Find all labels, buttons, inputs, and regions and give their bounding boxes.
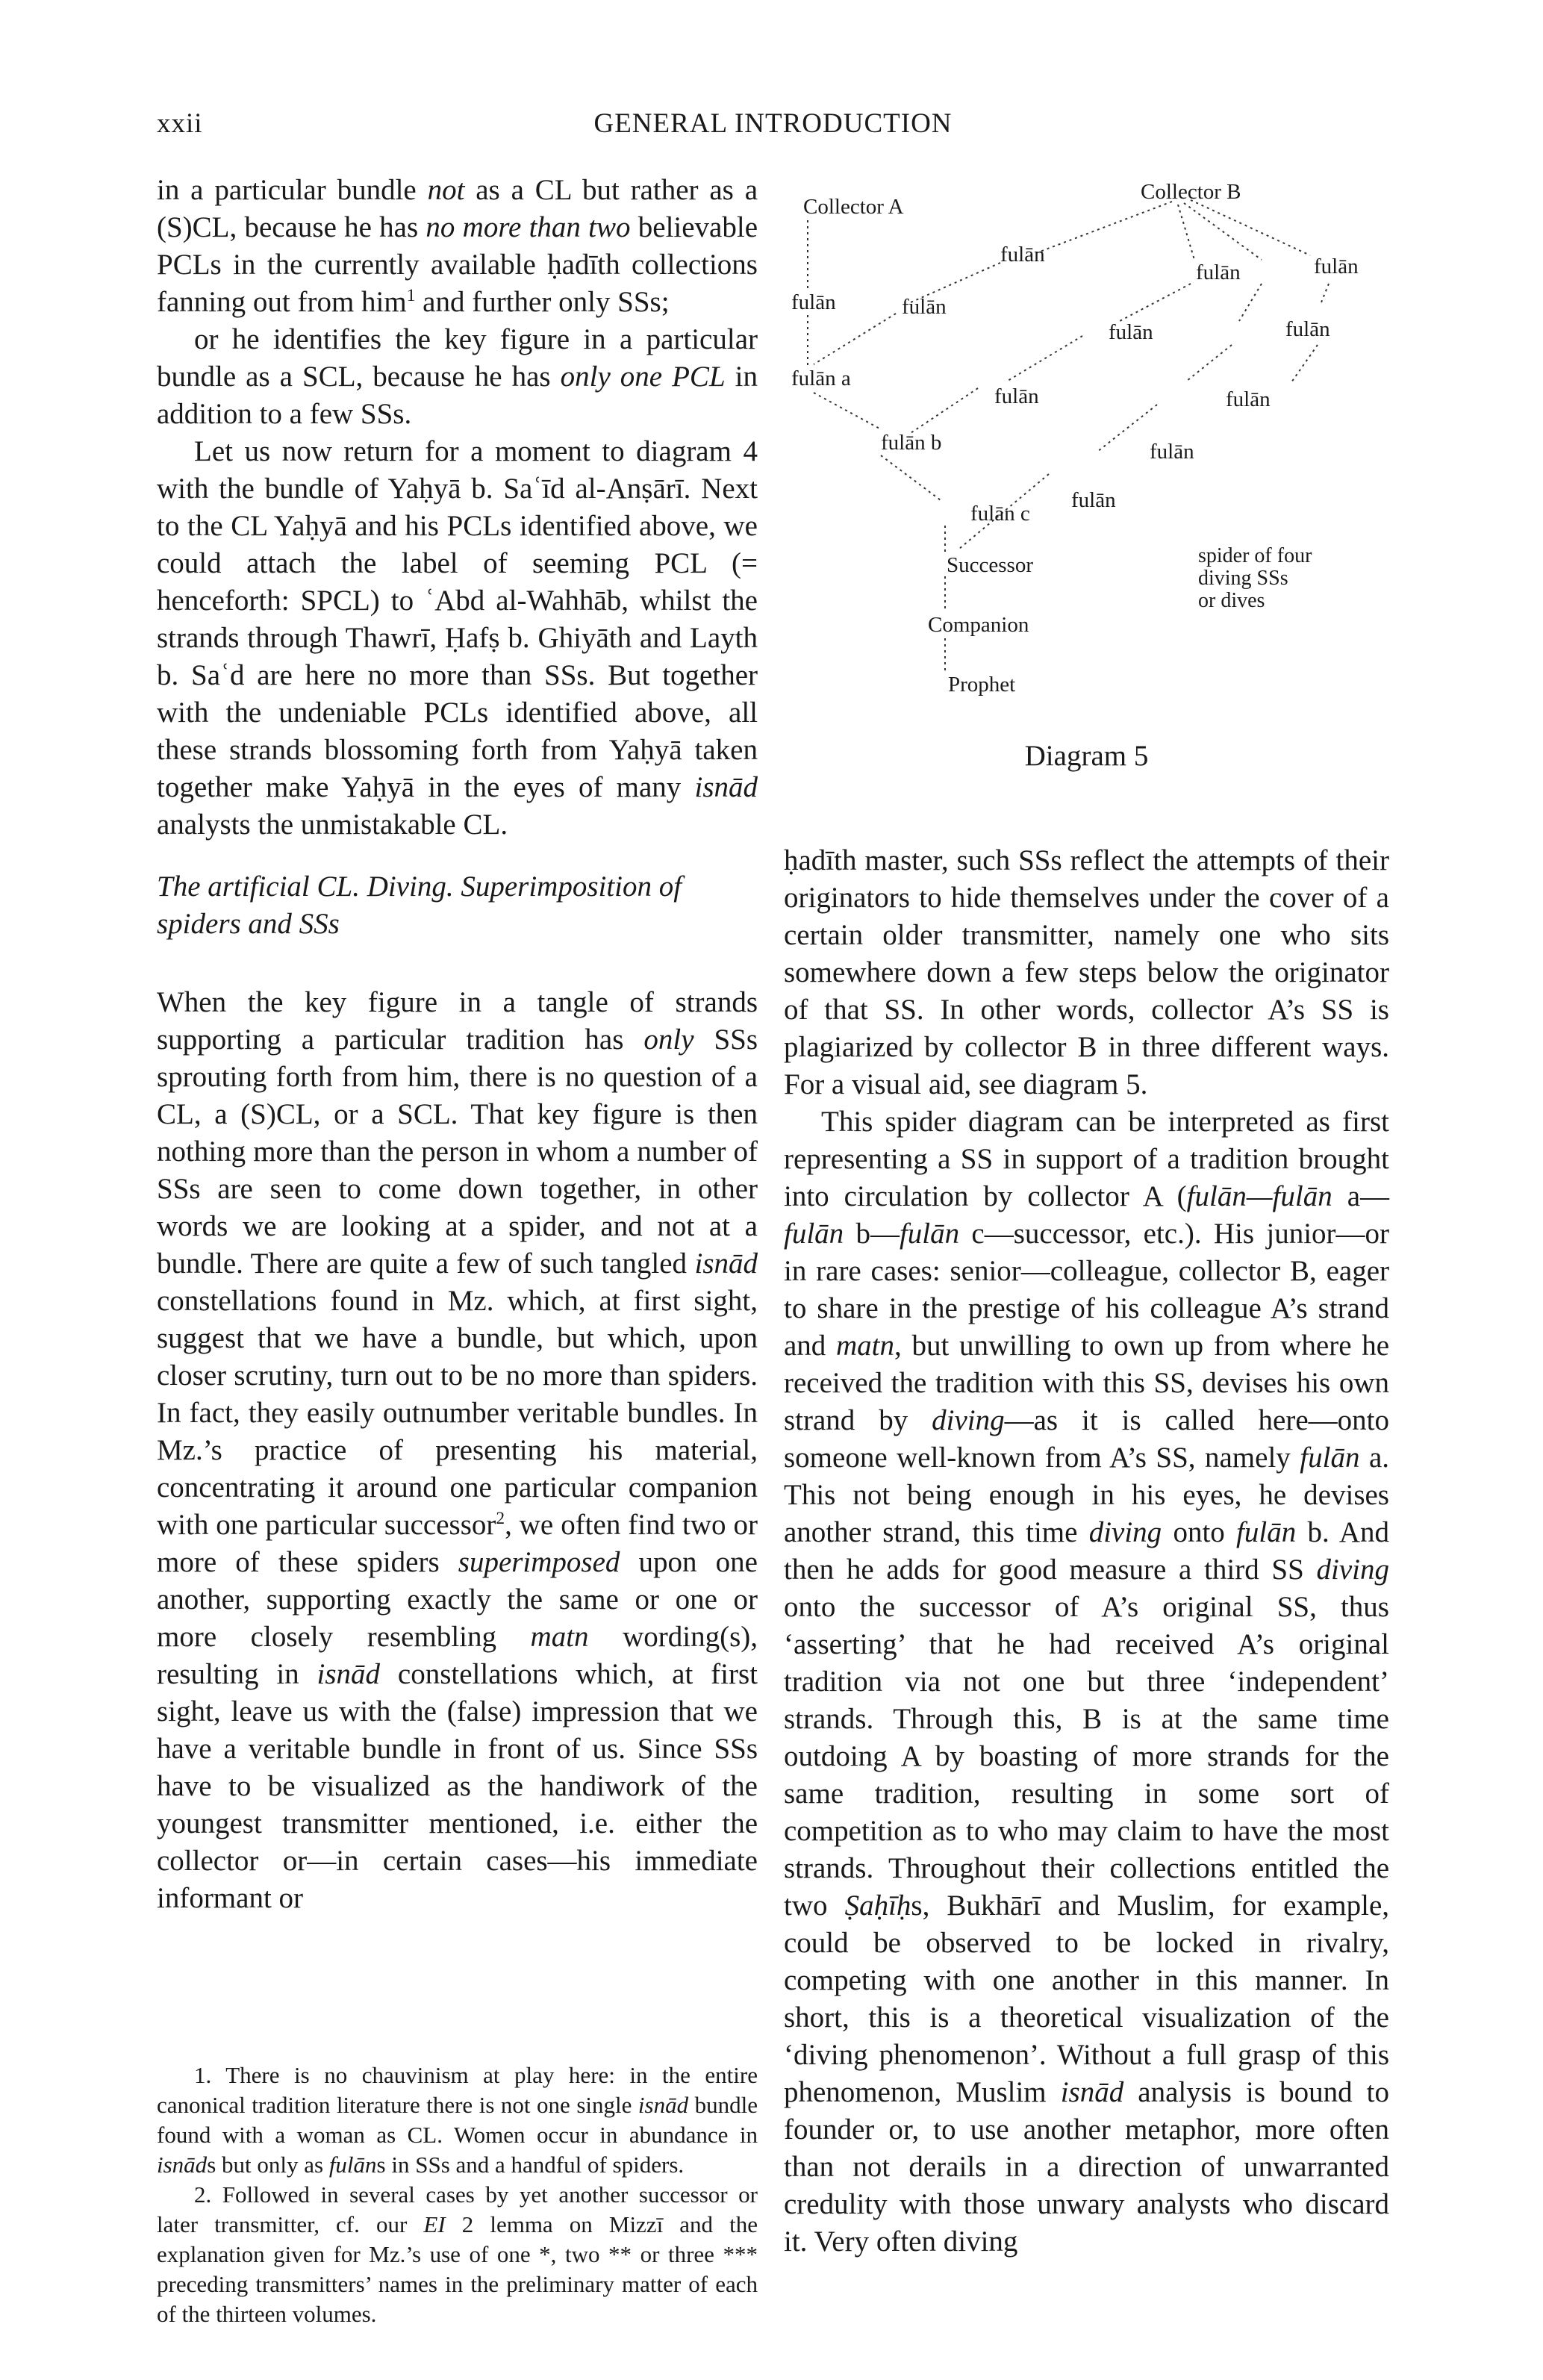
paragraph: or he identifies the key figure in a particular bundle as a SCL, because he has only one PCL in addition to a few SSs. [157,323,758,430]
edge [911,388,978,433]
paragraph: in a particular bundle not as a CL but rather as a (S)CL, because he has no more than two believable PCLs in the currently available ḥadīth collections fanning out from him$^1$ and further only SSs; [157,174,758,318]
spider-note-line: diving SSs [1198,567,1288,590]
node-fulan: fulān [1285,317,1330,341]
node-prophet: Prophet [948,673,1016,697]
node-fulan: fulān [1314,255,1359,278]
node-fulan: fulān [1226,387,1271,411]
edge [1178,205,1194,260]
paragraph: This spider diagram can be interpreted as first representing a SS in support of a tradition brought into circulation by collector A (fulān—fulān a—fulān b—fulān c—successor, etc.). His junior—or in rare cases: senior—colleague, collector B, eager to share in the prestige of his colleague A’s strand and matn, but unwilling to own up from where he received the tradition with this SS, devises his own strand by diving—as it is called here—onto someone well-known from A’s SS, namely fulān a. This not being enough in his eyes, he devises another strand, this time diving onto fulān b. And then he adds for good measure a third SS diving onto the successor of A’s original SS, thus ‘asserting’ that he had received A’s original tradition via not one but three ‘independent’ strands. Through this, B is at the same time outdoing A by boasting of more strands for the same tradition, resulting in some sort of competition as to who may claim to have the most strands. Throughout their collections entitled the two Ṣaḥīḥs, Bukhārī and Muslim, for example, could be observed to be locked in rivalry, competing with one another in this manner. In short, this is a theoretical visualization of the ‘diving phenomenon’. Without a full grasp of this phenomenon, Muslim isnād analysis is bound to founder or, to use another metaphor, more often than not derails in a direction of unwarranted credulity with those unwary analysts who discard it. Very often diving [784,1106,1390,2258]
node-fulan-a: fulān a [791,367,851,390]
node-successor: Successor [947,553,1033,577]
node-fulan: fulān [994,384,1039,408]
edge [1120,284,1191,321]
edge [1321,284,1329,302]
footnotes [157,2060,758,2329]
node-fulan: fulān [1196,261,1241,284]
paragraph: ḥadīth master, such SSs reflect the attempts of their originators to hide themselves under the cover of a certain older transmitter, namely one who sits somewhere down a few steps below the originator of that SS. In other words, collector A’s SS is plagiarized by collector B in three different ways. For a visual aid, see diagram 5. [784,844,1389,1100]
node-fulan: fulān [791,290,836,314]
node-fulan-c: fulān c [970,502,1030,526]
edge [1191,200,1310,255]
edge [1097,405,1157,452]
spider-note-line: or dives [1198,589,1265,612]
edge [1291,345,1318,382]
right-column [784,842,1389,2261]
node-fulan: fulān [902,295,947,319]
footnote: 2. Followed in several cases by yet another successor or later transmitter, cf. our EI 2 lemma on Mizzī and the explanation given for Mz.’s use of one *, two ** or three *** preceding transmitters’ names in the preliminary matter of each of the thirteen volumes. [157,2181,758,2327]
diagram-caption: Diagram 5 [1024,740,1149,772]
node-collector-a: Collector A [803,195,904,219]
diagram-edges [784,172,1389,739]
edge [881,455,941,500]
left-column-top [157,172,758,844]
page-number: xxii [157,108,203,139]
edge [1008,336,1082,381]
spider-note [1198,545,1312,612]
running-header: GENERAL INTRODUCTION [593,108,953,139]
edge [1030,202,1172,255]
paragraph: Let us now return for a moment to diagram 4 with the bundle of Yaḥyā b. Saʿīd al-Anṣārī. Next to the CL Yaḥyā and his PCLs identified above, we could attach the label of seeming PCL (= henceforth: SPCL) to ʿAbd al-Wahhāb, whilst the strands through Thawrī, Ḥafṣ b. Ghiyāth and Layth b. Saʿd are here no more than SSs. But together with the undeniable PCLs identified above, all these strands blossoming forth from Yaḥyā taken together make Yaḥyā in the eyes of many isnād analysts the unmistakable CL. [157,435,758,841]
node-fulan: fulān [1150,440,1194,464]
edge [814,393,881,429]
left-column-bottom [157,984,758,1917]
node-collector-b: Collector B [1141,180,1241,204]
spider-note-line: spider of four [1198,544,1312,567]
node-fulan: fulān [1000,243,1045,267]
node-companion: Companion [928,613,1029,637]
paragraph: When the key figure in a tangle of strands supporting a particular tradition has only SSs sprouting forth from him, there is no question of a CL, a (S)CL, or a SCL. That key figure is then nothing more than the person in whom a number of SSs are seen to come down together, in other words we are looking at a spider, and not at a bundle. There are quite a few of such tangled isnād constellations found in Mz. which, at first sight, suggest that we have a bundle, but which, upon closer scrutiny, turn out to be no more than spiders. In fact, they easily outnumber veritable bundles. In Mz.’s practice of presenting his material, concentrating it around one particular companion with one particular successor$^2$, we often find two or more of these spiders superimposed upon one another, supporting exactly the same or one or more closely resembling matn wording(s), resulting in isnād constellations which, at first sight, leave us with the (false) impression that we have a veritable bundle in front of us. Since SSs have to be visualized as the handiwork of the youngest transmitter mentioned, i.e. either the collector or—in certain cases—his immediate informant or [157,986,758,1914]
section-heading: The artificial CL. Diving. Superimposition of spiders and SSs [157,870,682,940]
edge [1239,284,1262,321]
edge [814,314,896,364]
node-fulan: fulān [1071,488,1116,512]
footnote: 1. There is no chauvinism at play here: in the entire canonical tradition literature there is not one single isnād bundle found with a woman as CL. Women occur in abundance in isnāds but only as fulāns in SSs and a handful of spiders. [157,2062,758,2178]
edge [1184,203,1262,260]
node-fulan: fulān [1109,320,1153,344]
diagram [784,172,1389,814]
edge [1187,345,1232,381]
node-fulan-b: fulān b [881,431,942,455]
